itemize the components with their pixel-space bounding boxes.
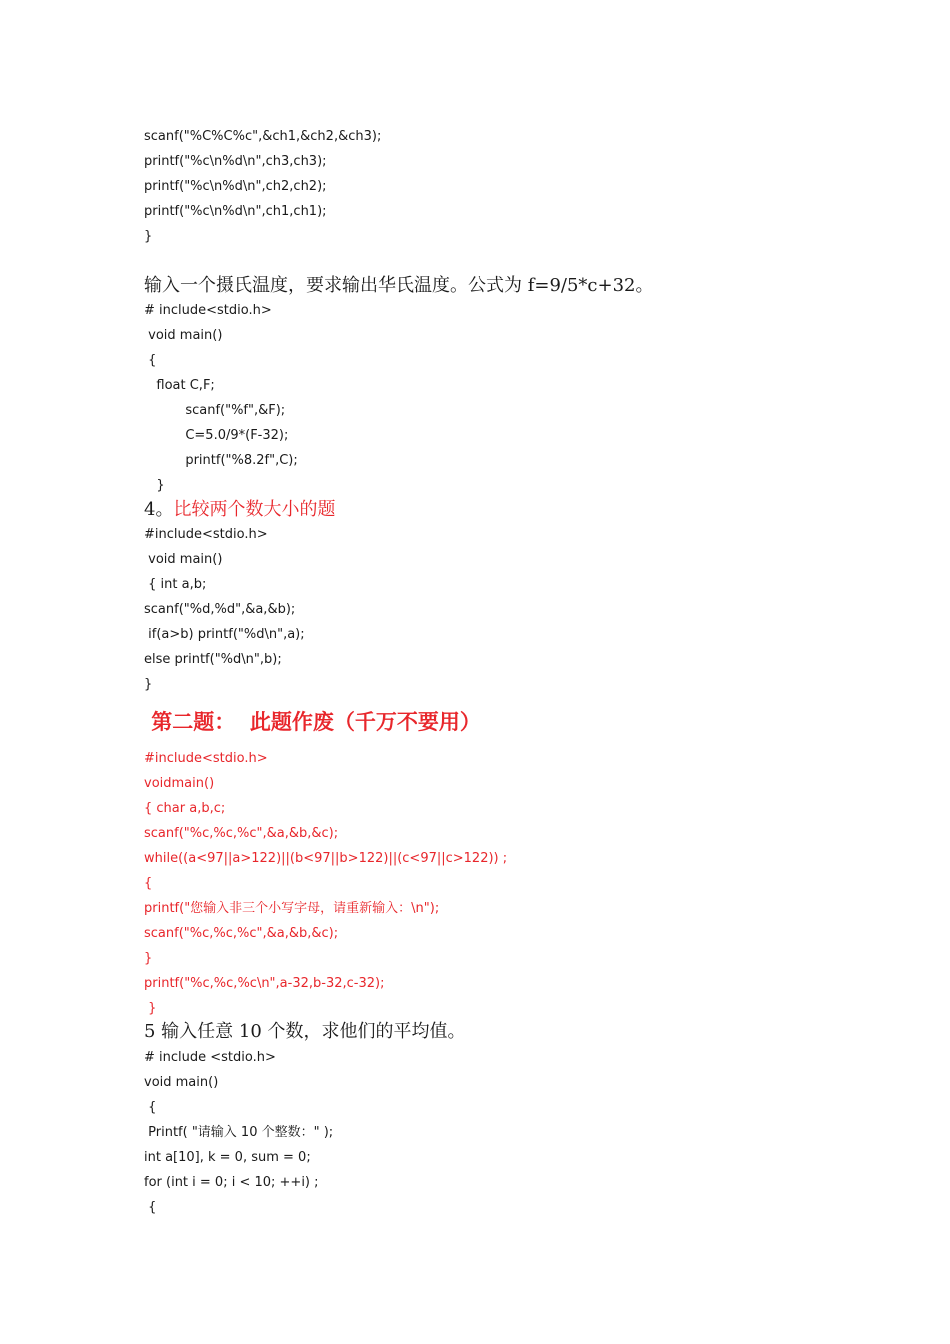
- code-line: {: [144, 1200, 157, 1215]
- code-line: printf("%8.2f",C);: [144, 453, 298, 468]
- section-heading-celsius: 输入一个摄氏温度，要求输出华氏温度。公式为 f=9/5*c+32。: [144, 275, 654, 296]
- code-line: scanf("%c,%c,%c",&a,&b,&c);: [144, 926, 339, 941]
- code-line: printf("%c\n%d\n",ch3,ch3);: [144, 154, 327, 169]
- code-line: printf("%c,%c,%c\n",a-32,b-32,c-32);: [144, 976, 385, 991]
- code-line: void main(): [144, 1075, 219, 1090]
- code-line: }: [144, 677, 153, 692]
- section-heading-5: 5 输入任意 10 个数，求他们的平均值。: [144, 1021, 466, 1042]
- code-line: {: [144, 1100, 157, 1115]
- code-line: scanf("%c,%c,%c",&a,&b,&c);: [144, 826, 339, 841]
- code-line: {: [144, 876, 153, 891]
- code-line: }: [144, 478, 165, 493]
- code-line: C=5.0/9*(F-32);: [144, 428, 289, 443]
- section-heading-obsolete: 第二题： 此题作废（千万不要用）: [144, 710, 481, 734]
- code-line: }: [144, 1001, 157, 1016]
- code-line: }: [144, 951, 153, 966]
- code-line: for (int i = 0; i < 10; ++i) ;: [144, 1175, 319, 1190]
- code-line: printf("您输入非三个小写字母，请重新输入：\n");: [144, 901, 440, 916]
- code-line: scanf("%d,%d",&a,&b);: [144, 602, 296, 617]
- code-line: scanf("%f",&F);: [144, 403, 286, 418]
- code-line: #include<stdio.h>: [144, 751, 268, 766]
- code-line: if(a>b) printf("%d\n",a);: [144, 627, 305, 642]
- section-heading-4: [144, 499, 335, 521]
- code-line: { int a,b;: [144, 577, 207, 592]
- code-line: Printf( "请输入 10 个整数：" );: [144, 1125, 334, 1140]
- code-line: void main(): [144, 328, 223, 343]
- heading-number: 4。: [144, 499, 174, 520]
- code-line: }: [144, 229, 153, 244]
- code-line: #include<stdio.h>: [144, 527, 268, 542]
- code-line: while((a<97||a>122)||(b<97||b>122)||(c<97||c>122)) ;: [144, 851, 508, 866]
- code-line: # include<stdio.h>: [144, 303, 272, 318]
- code-line: printf("%c\n%d\n",ch1,ch1);: [144, 204, 327, 219]
- code-line: void main(): [144, 552, 223, 567]
- code-line: { char a,b,c;: [144, 801, 226, 816]
- code-line: voidmain(): [144, 776, 215, 791]
- code-line: int a[10], k = 0, sum = 0;: [144, 1150, 311, 1165]
- heading-title: 比较两个数大小的题: [173, 499, 336, 520]
- code-line: {: [144, 353, 157, 368]
- code-line: else printf("%d\n",b);: [144, 652, 282, 667]
- code-line: printf("%c\n%d\n",ch2,ch2);: [144, 179, 327, 194]
- code-line: # include <stdio.h>: [144, 1050, 276, 1065]
- code-line: float C,F;: [144, 378, 215, 393]
- code-line: scanf("%C%C%c",&ch1,&ch2,&ch3);: [144, 129, 382, 144]
